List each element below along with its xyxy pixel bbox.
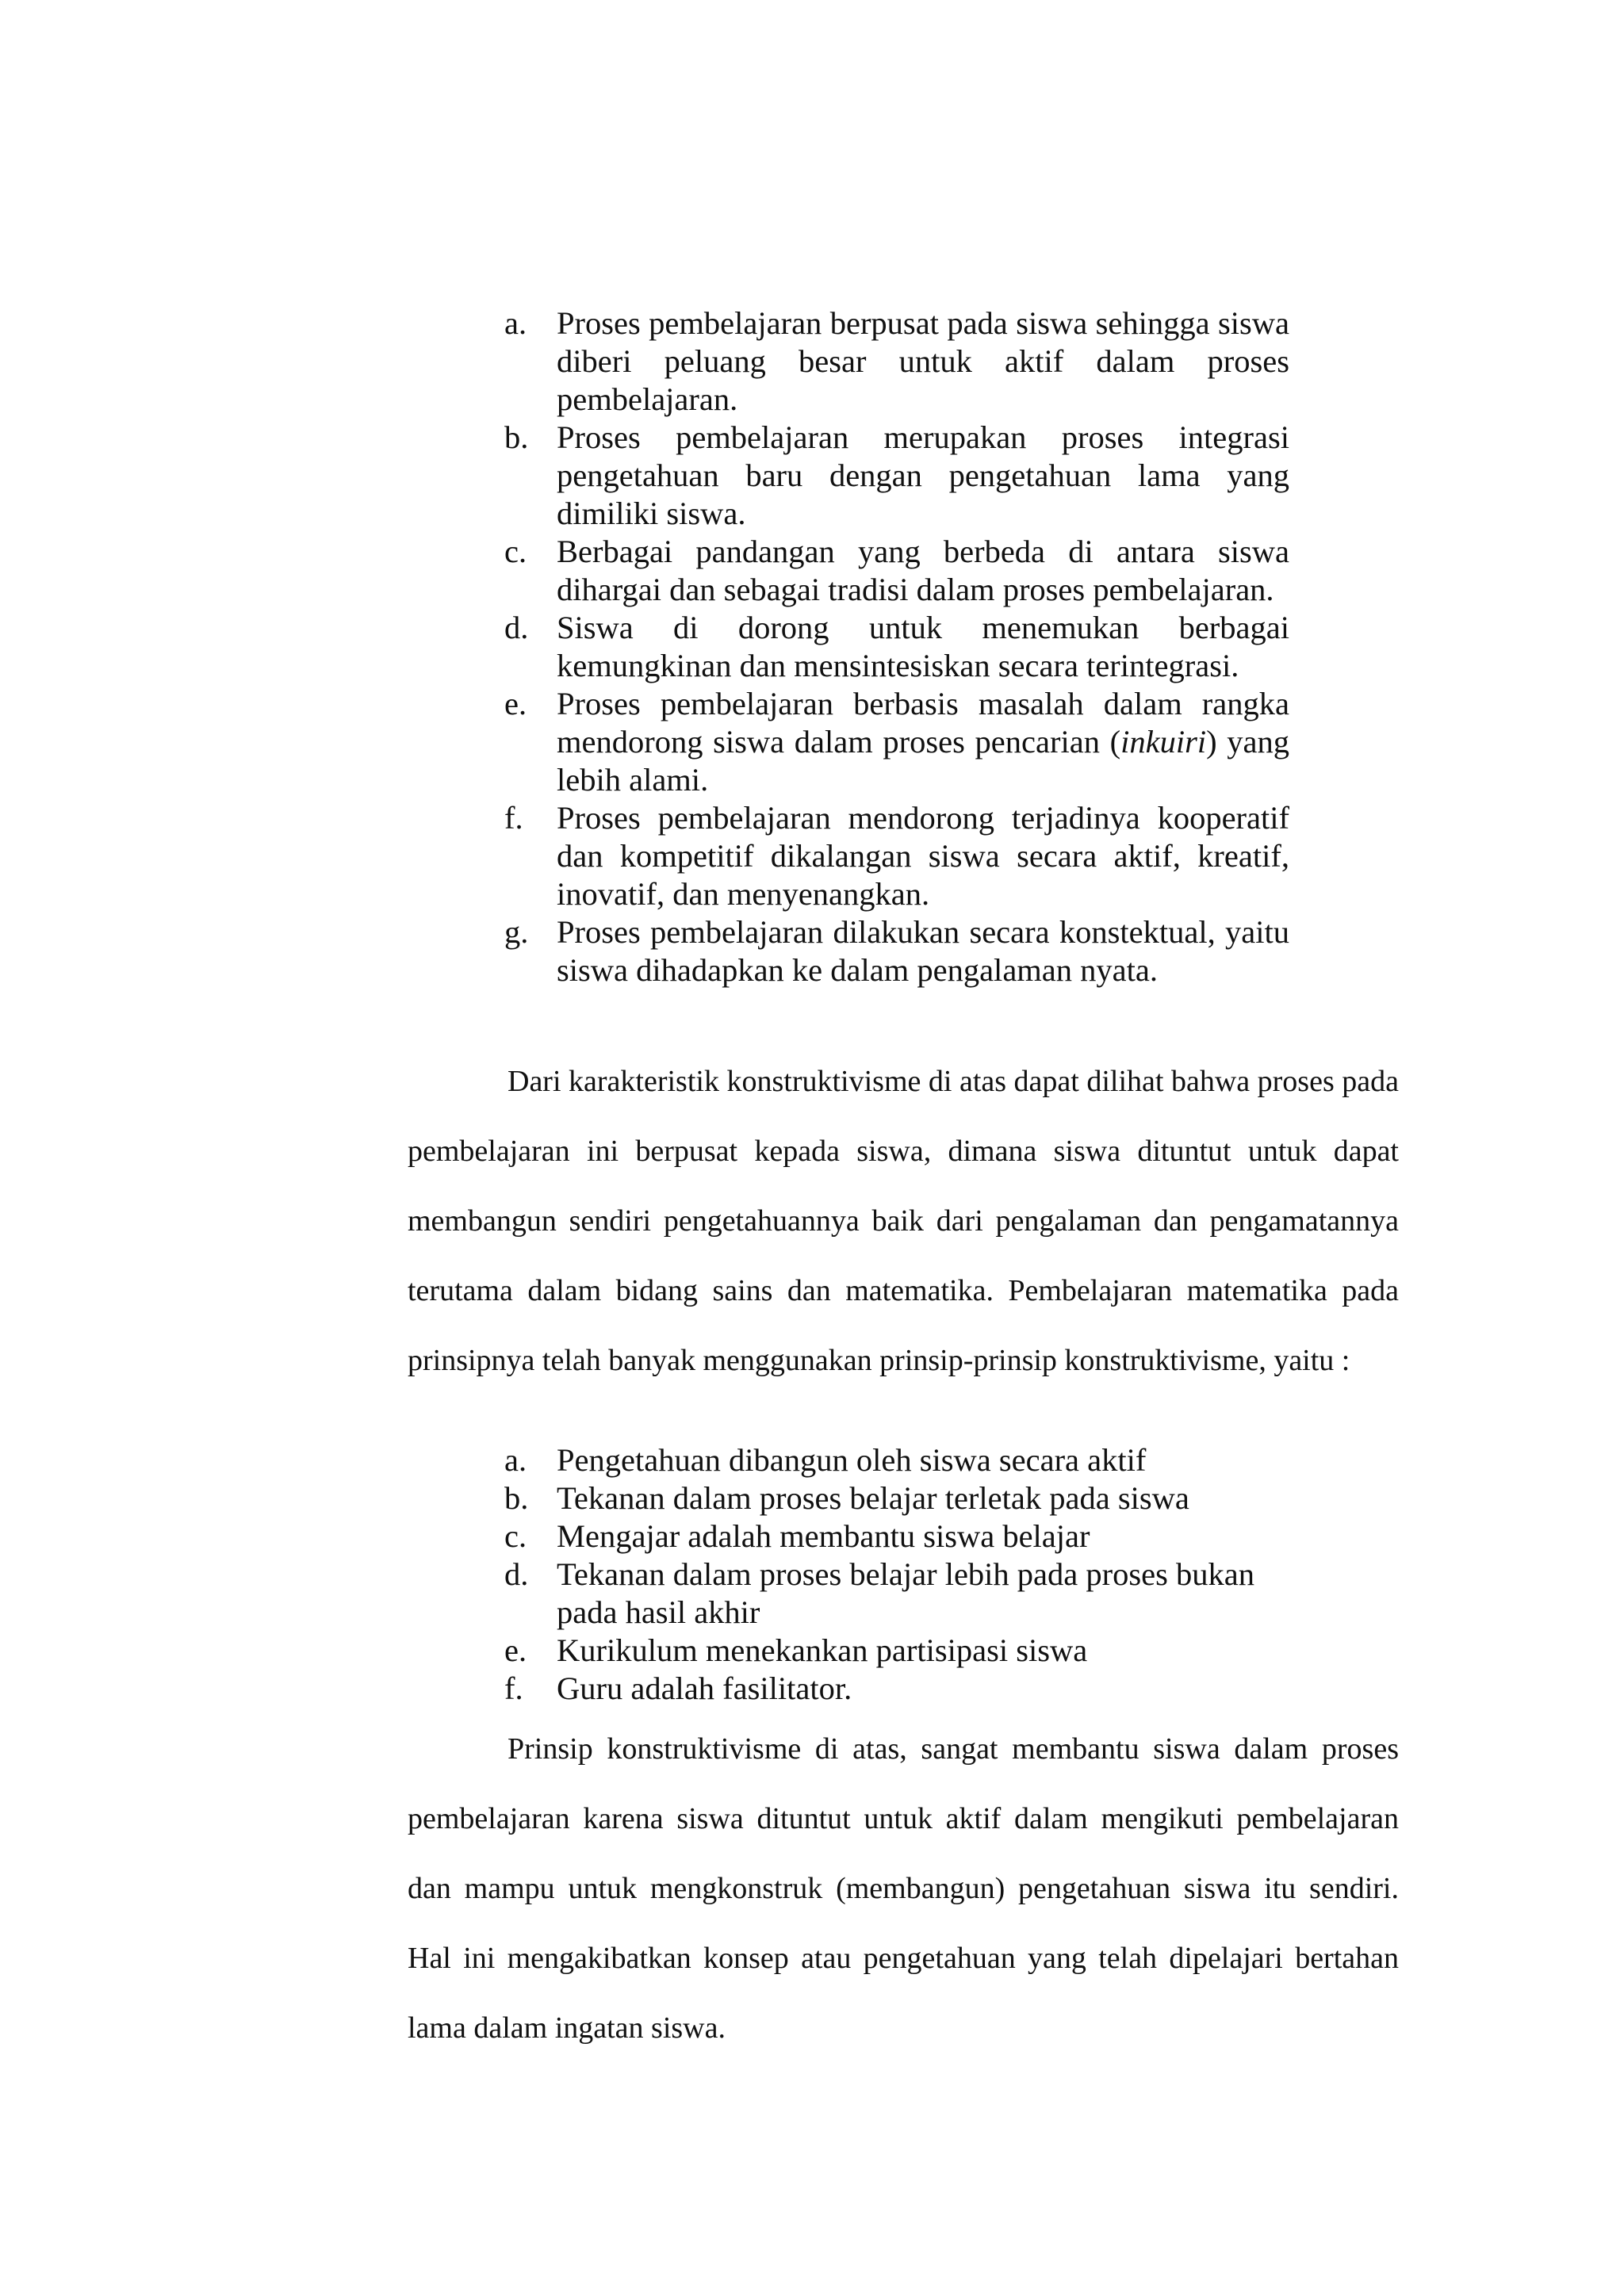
list-item: [504, 799, 1289, 913]
list-item: [504, 304, 1289, 419]
list-item: [504, 609, 1289, 685]
list-item-text: Berbagai pandangan yang berbeda di antara siswa dihargai dan sebagai tradisi dalam proses pembelajaran.: [557, 534, 1289, 607]
characteristics-list: [504, 304, 1289, 989]
list-marker: f.: [504, 800, 523, 836]
list-item-text: Siswa di dorong untuk menemukan berbagai kemungkinan dan mensintesiskan secara terintegrasi.: [557, 610, 1289, 683]
list-item-text: Proses pembelajaran berpusat pada siswa sehingga siswa diberi peluang besar untuk aktif dalam proses pembelajaran.: [557, 305, 1289, 417]
list-marker: g.: [504, 914, 529, 950]
list-item-text: Mengajar adalah membantu siswa belajar: [557, 1518, 1090, 1554]
body-paragraph: Dari karakteristik konstruktivisme di atas dapat dilihat bahwa proses pada pembelajaran ini berpusat kepada siswa, dimana siswa dituntut untuk dapat membangun sendiri pengetahuannya baik dari pengalaman dan pengamatannya terutama dalam bidang sains dan matematika. Pembelajaran matematika pada prinsipnya telah banyak menggunakan prinsip-prinsip konstruktivisme, yaitu :: [408, 1065, 1399, 1377]
list-marker: f.: [504, 1670, 523, 1706]
list-item: [504, 685, 1289, 799]
list-item-text: [557, 685, 1289, 799]
list-marker: d.: [504, 1556, 529, 1592]
list-item: [504, 419, 1289, 533]
list-marker: d.: [504, 610, 529, 645]
list-item-text: Kurikulum menekankan partisipasi siswa: [557, 1632, 1088, 1668]
list-item: [504, 1441, 1289, 1479]
list-item-text: Proses pembelajaran mendorong terjadinya kooperatif dan kompetitif dikalangan siswa secara aktif, kreatif, inovatif, dan menyenangkan.: [557, 800, 1289, 912]
list-marker: b.: [504, 419, 529, 455]
list-item: [504, 533, 1289, 609]
list-item: [504, 1632, 1289, 1670]
list-item-text: Tekanan dalam proses belajar lebih pada proses bukan pada hasil akhir: [557, 1556, 1254, 1630]
list-item-text: Proses pembelajaran merupakan proses integrasi pengetahuan baru dengan pengetahuan lama yang dimiliki siswa.: [557, 419, 1289, 531]
list-item-text: Guru adalah fasilitator.: [557, 1670, 852, 1706]
list-item-text: Pengetahuan dibangun oleh siswa secara aktif: [557, 1442, 1147, 1478]
list-item-text-before: Proses pembelajaran berbasis masalah dalam rangka mendorong siswa dalam proses pencarian (: [557, 686, 1289, 760]
list-item-text-after: ) yang lebih alami.: [557, 724, 1289, 798]
list-marker: a.: [504, 305, 527, 341]
list-item: [504, 1670, 1289, 1708]
list-item: [504, 913, 1289, 989]
list-marker: b.: [504, 1480, 529, 1516]
list-item-text: Proses pembelajaran dilakukan secara konstektual, yaitu siswa dihadapkan ke dalam pengalaman nyata.: [557, 914, 1289, 988]
list-item-text: Tekanan dalam proses belajar terletak pada siswa: [557, 1480, 1189, 1516]
body-paragraph: Prinsip konstruktivisme di atas, sangat membantu siswa dalam proses pembelajaran karena siswa dituntut untuk aktif dalam mengikuti pembelajaran dan mampu untuk mengkonstruk (membangun) pengetahuan siswa itu sendiri. Hal ini mengakibatkan konsep atau pengetahuan yang telah dipelajari bertahan lama dalam ingatan siswa.: [408, 1732, 1399, 2045]
list-item: [504, 1556, 1289, 1632]
principles-list: [504, 1441, 1289, 1708]
list-marker: a.: [504, 1442, 527, 1478]
list-marker: e.: [504, 1632, 527, 1668]
italic-term: inkuiri: [1120, 724, 1207, 760]
list-marker: c.: [504, 1518, 527, 1554]
list-marker: c.: [504, 534, 527, 569]
list-item: [504, 1517, 1289, 1556]
list-item: [504, 1479, 1289, 1517]
list-marker: e.: [504, 686, 527, 721]
